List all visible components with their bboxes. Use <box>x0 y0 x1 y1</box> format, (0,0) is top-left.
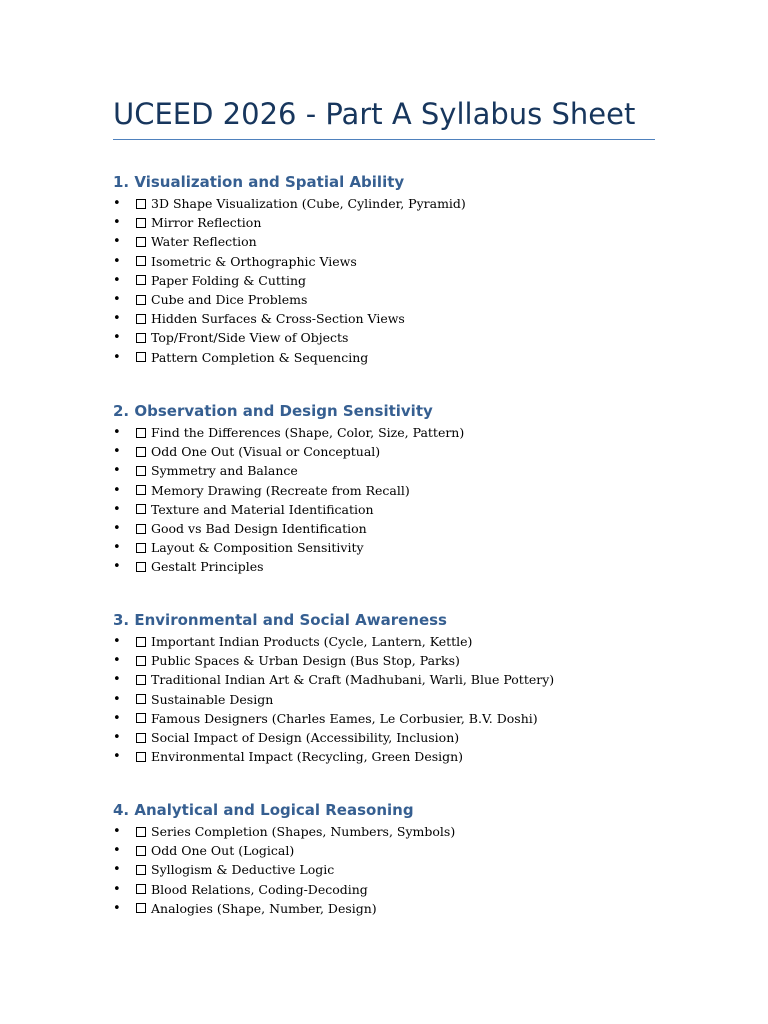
item-label: Environmental Impact (Recycling, Green Design) <box>151 749 464 765</box>
checkbox-icon[interactable] <box>136 827 146 837</box>
bullet-icon: • <box>113 634 121 649</box>
bullet-icon: • <box>113 330 121 346</box>
bullet-icon: • <box>113 540 121 556</box>
checklist-item <box>113 670 673 689</box>
item-label: Famous Designers (Charles Eames, Le Corbusier, B.V. Doshi) <box>151 710 538 726</box>
checklist-item <box>113 747 673 766</box>
item-label: Good vs Bad Design Identification <box>151 520 367 536</box>
checklist-item <box>113 709 673 728</box>
checkbox-icon[interactable] <box>136 733 146 743</box>
item-label: Social Impact of Design (Accessibility, Inclusion) <box>151 729 460 745</box>
bullet-icon: • <box>113 824 121 839</box>
checkbox-icon[interactable] <box>136 752 146 762</box>
item-label: Paper Folding & Cutting <box>151 272 306 288</box>
checklist-item <box>113 860 673 879</box>
checkbox-icon[interactable] <box>136 562 146 572</box>
item-label: Isometric & Orthographic Views <box>151 253 357 269</box>
checklist-item <box>113 822 673 841</box>
checklist-item <box>113 690 673 709</box>
checkbox-icon[interactable] <box>136 447 146 457</box>
checkbox-icon[interactable] <box>136 675 146 685</box>
item-label: Symmetry and Balance <box>151 463 298 479</box>
checklist-item <box>113 194 673 213</box>
checkbox-icon[interactable] <box>136 865 146 875</box>
checkbox-icon[interactable] <box>136 694 146 704</box>
checklist-item <box>113 442 673 461</box>
checklist-item <box>113 461 673 480</box>
checklist-item <box>113 651 673 670</box>
checkbox-icon[interactable] <box>136 485 146 495</box>
checkbox-icon[interactable] <box>136 543 146 553</box>
checkbox-icon[interactable] <box>136 352 146 362</box>
item-label: Cube and Dice Problems <box>151 291 308 307</box>
bullet-icon: • <box>113 900 121 916</box>
section-visualization <box>113 170 673 367</box>
checkbox-icon[interactable] <box>136 656 146 666</box>
section-heading: 1. Visualization and Spatial Ability <box>113 173 405 191</box>
bullet-icon: • <box>113 862 121 878</box>
checklist-item <box>113 481 673 500</box>
bullet-icon: • <box>113 501 121 517</box>
checklist-item <box>113 213 673 232</box>
bullet-icon: • <box>113 520 121 536</box>
checklist-item <box>113 500 673 519</box>
bullet-icon: • <box>113 253 121 269</box>
bullet-icon: • <box>113 559 121 575</box>
checklist-item <box>113 632 673 651</box>
checklist <box>113 194 673 367</box>
checklist-item <box>113 519 673 538</box>
checkbox-icon[interactable] <box>136 295 146 305</box>
bullet-icon: • <box>113 349 121 365</box>
checklist-item <box>113 348 673 367</box>
checkbox-icon[interactable] <box>136 524 146 534</box>
checkbox-icon[interactable] <box>136 256 146 266</box>
checklist-item <box>113 538 673 557</box>
item-label: Analogies (Shape, Number, Design) <box>151 900 377 916</box>
item-label: Traditional Indian Art & Craft (Madhubani, Warli, Blue Pottery) <box>151 672 555 688</box>
checkbox-icon[interactable] <box>136 504 146 514</box>
checklist-item <box>113 841 673 860</box>
bullet-icon: • <box>113 672 121 688</box>
item-label: Layout & Composition Sensitivity <box>151 540 364 556</box>
item-label: Hidden Surfaces & Cross-Section Views <box>151 311 405 327</box>
item-label: Mirror Reflection <box>151 215 262 231</box>
item-label: Gestalt Principles <box>151 559 264 575</box>
checklist-item <box>113 252 673 271</box>
checkbox-icon[interactable] <box>136 333 146 343</box>
checkbox-icon[interactable] <box>136 884 146 894</box>
checkbox-icon[interactable] <box>136 275 146 285</box>
checklist <box>113 423 673 577</box>
checkbox-icon[interactable] <box>136 466 146 476</box>
section-heading: 2. Observation and Design Sensitivity <box>113 402 433 420</box>
item-label: Water Reflection <box>151 234 257 250</box>
checklist-item <box>113 880 673 899</box>
section-observation <box>113 399 673 577</box>
checklist-item <box>113 290 673 309</box>
checklist-item <box>113 309 673 328</box>
checkbox-icon[interactable] <box>136 314 146 324</box>
checklist <box>113 822 673 918</box>
bullet-icon: • <box>113 749 121 765</box>
bullet-icon: • <box>113 710 121 726</box>
checklist-item <box>113 557 673 576</box>
item-label: Important Indian Products (Cycle, Lantern, Kettle) <box>151 634 473 649</box>
checkbox-icon[interactable] <box>136 237 146 247</box>
checklist <box>113 632 673 766</box>
item-label: Memory Drawing (Recreate from Recall) <box>151 482 410 498</box>
bullet-icon: • <box>113 729 121 745</box>
bullet-icon: • <box>113 463 121 479</box>
section-heading: 3. Environmental and Social Awareness <box>113 611 447 629</box>
checklist-item <box>113 728 673 747</box>
item-label: Public Spaces & Urban Design (Bus Stop, Parks) <box>151 653 460 669</box>
checkbox-icon[interactable] <box>136 218 146 228</box>
item-label: Odd One Out (Visual or Conceptual) <box>151 444 381 460</box>
item-label: Odd One Out (Logical) <box>151 843 295 859</box>
checkbox-icon[interactable] <box>136 713 146 723</box>
bullet-icon: • <box>113 425 121 440</box>
checklist-item <box>113 423 673 442</box>
item-label: 3D Shape Visualization (Cube, Cylinder, Pyramid) <box>151 196 466 211</box>
item-label: Texture and Material Identification <box>151 501 374 517</box>
section-analytical <box>113 798 673 918</box>
item-label: Series Completion (Shapes, Numbers, Symbols) <box>151 824 456 839</box>
bullet-icon: • <box>113 653 121 669</box>
bullet-icon: • <box>113 291 121 307</box>
bullet-icon: • <box>113 196 121 211</box>
item-label: Find the Differences (Shape, Color, Size, Pattern) <box>151 425 465 440</box>
checklist-item <box>113 232 673 251</box>
bullet-icon: • <box>113 234 121 250</box>
title-divider <box>113 139 655 140</box>
bullet-icon: • <box>113 482 121 498</box>
checkbox-icon[interactable] <box>136 846 146 856</box>
checklist-item <box>113 271 673 290</box>
item-label: Blood Relations, Coding-Decoding <box>151 881 368 897</box>
checkbox-icon[interactable] <box>136 637 146 647</box>
item-label: Top/Front/Side View of Objects <box>151 330 349 346</box>
bullet-icon: • <box>113 215 121 231</box>
bullet-icon: • <box>113 691 121 707</box>
checkbox-icon[interactable] <box>136 199 146 209</box>
section-heading: 4. Analytical and Logical Reasoning <box>113 801 414 819</box>
bullet-icon: • <box>113 272 121 288</box>
bullet-icon: • <box>113 843 121 859</box>
bullet-icon: • <box>113 311 121 327</box>
checkbox-icon[interactable] <box>136 428 146 438</box>
item-label: Pattern Completion & Sequencing <box>151 349 369 365</box>
page-title: UCEED 2026 - Part A Syllabus Sheet <box>113 97 636 131</box>
checklist-item <box>113 899 673 918</box>
bullet-icon: • <box>113 881 121 897</box>
checklist-item <box>113 328 673 347</box>
bullet-icon: • <box>113 444 121 460</box>
item-label: Sustainable Design <box>151 691 274 707</box>
checkbox-icon[interactable] <box>136 903 146 913</box>
section-environmental <box>113 608 673 766</box>
item-label: Syllogism & Deductive Logic <box>151 862 335 878</box>
